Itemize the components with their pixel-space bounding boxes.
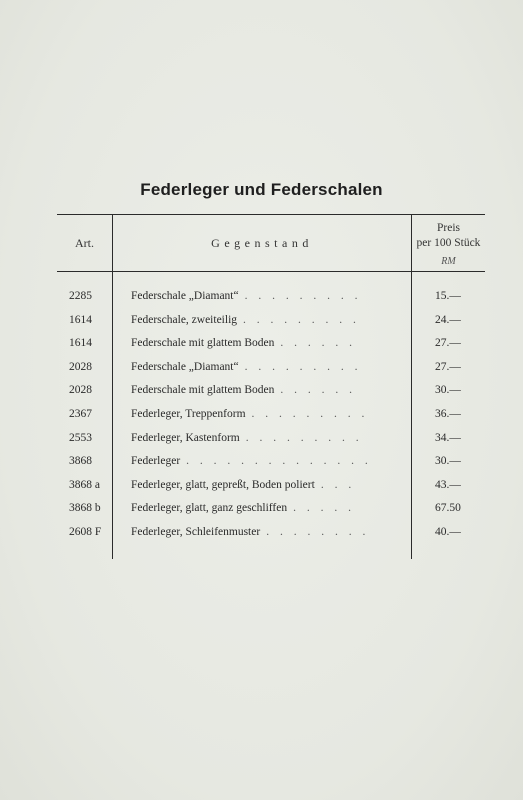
- row-price: 27.—: [435, 337, 461, 350]
- row-description: [131, 337, 403, 349]
- row-art-number: 3868 a: [69, 478, 100, 491]
- page-title: Federleger und Federschalen: [140, 180, 383, 199]
- table-row: [57, 455, 485, 479]
- row-leader-dots: . . . . . . . . .: [251, 407, 369, 420]
- row-description: [131, 479, 403, 491]
- row-description-text: Federschale mit glattem Boden: [131, 384, 275, 397]
- row-description-text: Federleger, glatt, ganz geschliffen: [131, 502, 288, 515]
- row-description: [131, 314, 403, 326]
- row-description-text: Federleger, Kastenform: [131, 431, 240, 444]
- row-price: 15.—: [435, 290, 461, 302]
- row-description: [131, 455, 403, 467]
- table-body: [57, 290, 485, 550]
- row-leader-dots: . . . . . . . . .: [244, 290, 362, 302]
- price-table: [57, 214, 485, 559]
- row-description-text: Federschale „Diamant“: [131, 290, 239, 302]
- row-description: [131, 361, 403, 373]
- row-leader-dots: . . . . . . . .: [266, 525, 370, 538]
- header-currency-unit: RM: [441, 256, 456, 267]
- row-price: 40.—: [435, 525, 461, 538]
- row-description: [131, 526, 403, 538]
- row-leader-dots: . . . . . .: [280, 384, 357, 397]
- table-row: [57, 502, 485, 526]
- row-description-text: Federschale, zweiteilig: [131, 313, 238, 326]
- row-art-number: 2028: [69, 360, 92, 373]
- row-description-text: Federleger, Schleifenmuster: [131, 525, 261, 538]
- row-art-number: 2367: [69, 407, 92, 420]
- table-row: [57, 408, 485, 432]
- table-row: [57, 361, 485, 385]
- row-price: 27.—: [435, 360, 461, 373]
- row-leader-dots: . . . . . . . . . . . . . .: [186, 455, 372, 468]
- table-row: [57, 384, 485, 408]
- table-row: [57, 337, 485, 361]
- row-description: [131, 290, 403, 302]
- row-price: 24.—: [435, 313, 461, 326]
- row-art-number: 3868 b: [69, 502, 101, 515]
- table-row: [57, 526, 485, 550]
- row-leader-dots: . . .: [320, 478, 356, 491]
- row-price: 43.—: [435, 478, 461, 491]
- row-leader-dots: . . . . . . . . .: [243, 313, 360, 326]
- row-art-number: 2028: [69, 384, 92, 397]
- table-row: [57, 314, 485, 338]
- row-description: [131, 408, 403, 420]
- header-preis: [412, 221, 485, 269]
- row-leader-dots: . . . . . .: [280, 337, 357, 350]
- row-leader-dots: . . . . . . . . .: [245, 431, 363, 444]
- row-art-number: 1614: [69, 337, 92, 350]
- row-art-number: 1614: [69, 313, 92, 326]
- row-art-number: 2285: [69, 290, 92, 302]
- row-description-text: Federleger, glatt, gepreßt, Boden poliert: [131, 478, 315, 491]
- row-description: [131, 384, 403, 396]
- table-row: [57, 479, 485, 503]
- row-price: 34.—: [435, 431, 461, 444]
- row-price: 30.—: [435, 455, 461, 468]
- row-leader-dots: . . . . . . . . .: [244, 360, 362, 373]
- header-preis-per: per 100 Stück: [416, 237, 481, 249]
- header-preis-label: Preis: [437, 222, 460, 234]
- row-art-number: 2608 F: [69, 525, 102, 538]
- row-price: 30.—: [435, 384, 461, 397]
- row-description: [131, 502, 403, 514]
- table-row: [57, 432, 485, 456]
- row-price: 36.—: [435, 407, 461, 420]
- header-bottom-rule: [57, 271, 485, 272]
- row-description-text: Federleger, Treppenform: [131, 407, 246, 420]
- row-art-number: 2553: [69, 431, 92, 444]
- row-description: [131, 432, 403, 444]
- table-top-rule: [57, 214, 485, 215]
- row-description-text: Federschale mit glattem Boden: [131, 337, 275, 350]
- table-row: [57, 290, 485, 314]
- row-leader-dots: . . . . .: [293, 502, 355, 515]
- row-art-number: 3868: [69, 455, 92, 468]
- row-description-text: Federleger: [131, 455, 181, 468]
- header-gegenstand: Gegenstand: [211, 236, 313, 250]
- row-price: 67.50: [435, 502, 461, 515]
- header-art: Art.: [75, 236, 94, 250]
- row-description-text: Federschale „Diamant“: [131, 360, 239, 373]
